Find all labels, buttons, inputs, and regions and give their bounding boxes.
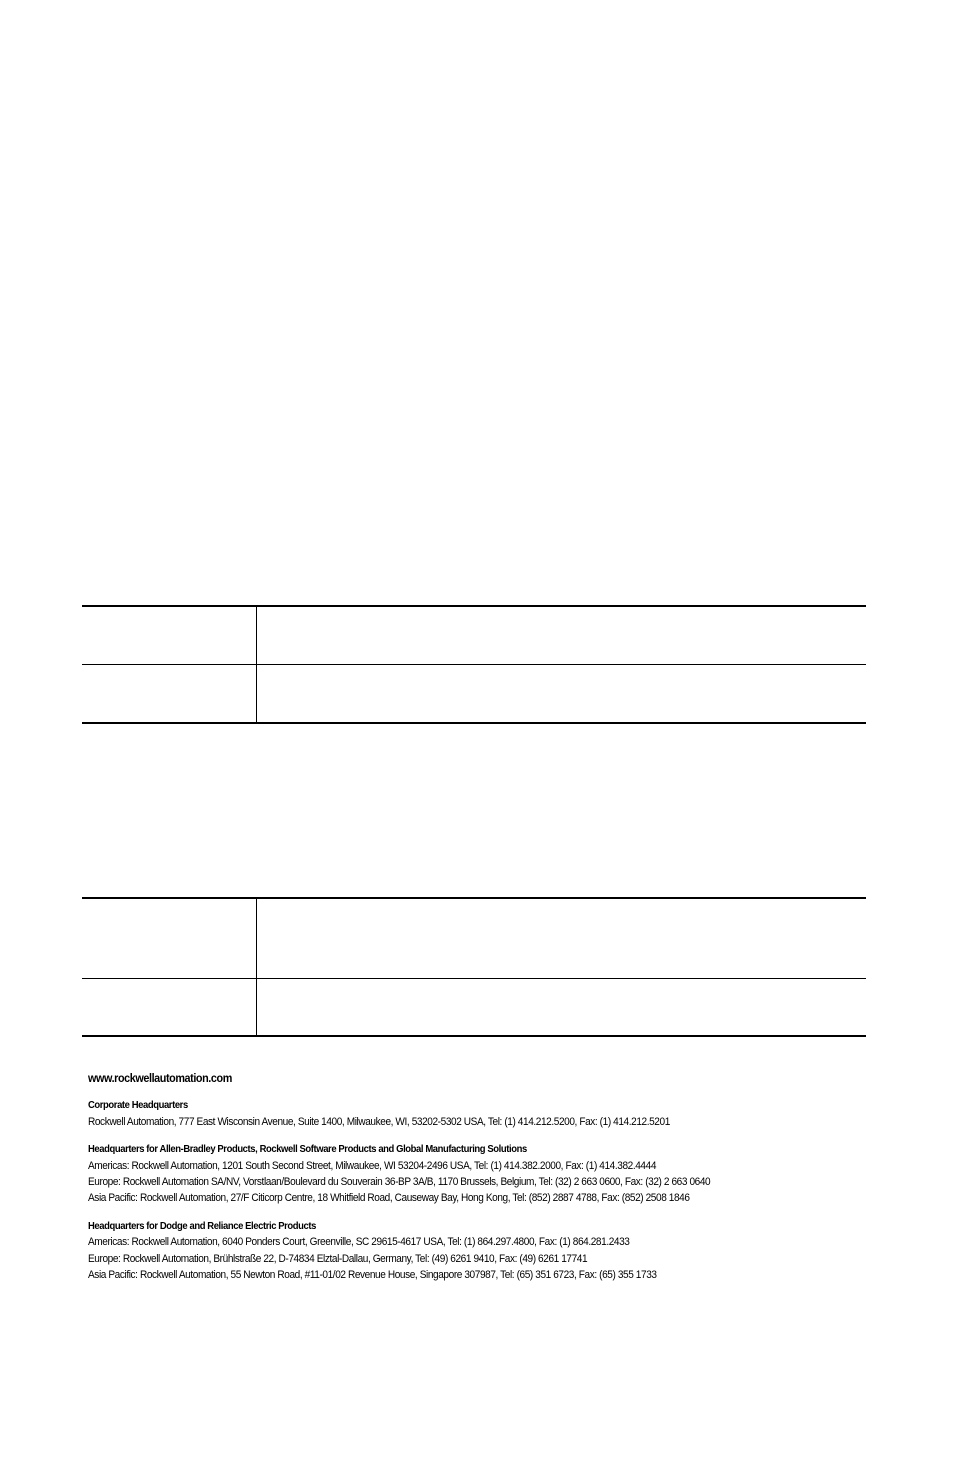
contact-footer <box>88 1070 808 1294</box>
section-heading: Headquarters for Dodge and Reliance Electric Products <box>88 1219 316 1232</box>
column-divider <box>256 607 257 664</box>
empty-table-2 <box>82 897 866 1037</box>
table-row <box>82 607 866 664</box>
address-line-europe: Europe: Rockwell Automation, Brühlstraße 22, D-74834 Elztal-Dallau, Germany, Tel: (49) 6261 9410, Fax: (49) 6261 17741 <box>88 1252 588 1265</box>
address-line-americas: Americas: Rockwell Automation, 1201 South Second Street, Milwaukee, WI 53204-2496 USA, Tel: (1) 414.382.2000, Fax: (1) 414.382.4444 <box>88 1159 657 1172</box>
column-divider <box>256 665 257 722</box>
allen-bradley-headquarters-section <box>88 1141 808 1207</box>
section-heading: Corporate Headquarters <box>88 1099 188 1112</box>
address-line: Rockwell Automation, 777 East Wisconsin Avenue, Suite 1400, Milwaukee, WI, 53202-5302 USA, Tel: (1) 414.212.5200, Fax: (1) 414.212.5201 <box>88 1115 670 1128</box>
section-heading: Headquarters for Allen-Bradley Products, Rockwell Software Products and Global Manufacturing Solutions <box>88 1143 527 1156</box>
table-bottom-rule <box>82 1035 866 1037</box>
address-line-americas: Americas: Rockwell Automation, 6040 Ponders Court, Greenville, SC 29615-4617 USA, Tel: (1) 864.297.4800, Fax: (1) 864.281.2433 <box>88 1236 630 1249</box>
corporate-headquarters-section <box>88 1097 808 1130</box>
table-row <box>82 665 866 722</box>
dodge-reliance-headquarters-section <box>88 1218 808 1284</box>
address-line-asia-pacific: Asia Pacific: Rockwell Automation, 27/F Citicorp Centre, 18 Whitfield Road, Causeway Bay, Hong Kong, Tel: (852) 2887 4788, Fax: (852) 2508 1846 <box>88 1192 690 1205</box>
empty-table-1 <box>82 605 866 724</box>
website-link[interactable]: www.rockwellautomation.com <box>88 1071 232 1085</box>
table-bottom-rule <box>82 722 866 724</box>
column-divider <box>256 899 257 978</box>
table-row <box>82 979 866 1035</box>
column-divider <box>256 979 257 1035</box>
address-line-europe: Europe: Rockwell Automation SA/NV, Vorstlaan/Boulevard du Souverain 36-BP 3A/B, 1170 Brussels, Belgium, Tel: (32) 2 663 0600, Fax: (32) 2 663 0640 <box>88 1176 711 1189</box>
address-line-asia-pacific: Asia Pacific: Rockwell Automation, 55 Newton Road, #11-01/02 Revenue House, Singapore 307987, Tel: (65) 351 6723, Fax: (65) 355 1733 <box>88 1269 657 1282</box>
table-row <box>82 899 866 978</box>
